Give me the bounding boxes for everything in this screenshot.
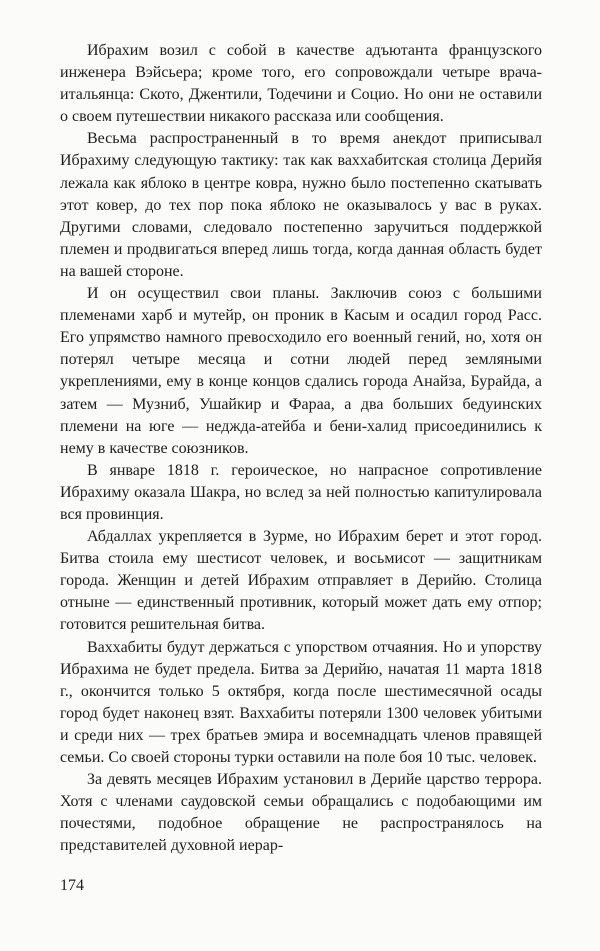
paragraph: Весьма распространенный в то время анекдот приписывал Ибрахиму следующую тактику: так как ваххабитская столица Дерийя лежала как яблоко в центре ковра, нужно было постепенно скатывать этот ковер, до тех пор пока яблоко не оказывалось у вас в руках. Другими словами, следовало постепенно заручиться поддержкой племен и продвигаться вперед лишь тогда, когда данная область будет на вашей стороне. bbox=[60, 130, 542, 280]
paragraph: За девять месяцев Ибрахим установил в Дерийе царство террора. Хотя с членами саудовской семьи обращались с подобающими им почестями, подобное обращение не распространялось на представителей духовной иерар- bbox=[60, 771, 542, 855]
paragraph: В январе 1818 г. героическое, но напрасное сопротивление Ибрахиму оказала Шакра, но вслед за ней полностью капитулировала вся провинция. bbox=[60, 461, 542, 523]
paragraph: Ваххабиты будут держаться с упорством отчаяния. Но и упорству Ибрахима не будет предела. Битва за Дерийю, начатая 11 марта 1818 г., окончится только 5 октября, когда после шестимесячной осады город будет наконец взят. Ваххабиты потеряли 1300 человек убитыми и среди них — трех братьев эмира и восемнадцать членов правящей семьи. Со своей стороны турки оставили на поле боя 10 тыс. человек. bbox=[60, 638, 542, 766]
page-number: 174 bbox=[60, 877, 84, 894]
paragraph: И он осуществил свои планы. Заключив союз с большими племенами харб и мутейр, он проник в Касым и осадил город Расс. Его упрямство намного превосходило его военный гений, но, хотя он потерял четыре месяца и сотни людей перед земляными укреплениями, ему в конце концов сдались города Анайза, Бурайда, а затем — Музниб, Ушайкир и Фараа, а два больших бедуинских племени на юге — неджда-атейба и бени-халид присоединились к нему в качестве союзников. bbox=[60, 285, 542, 457]
body-text bbox=[60, 40, 542, 857]
paragraph: Абдаллах укрепляется в Зурме, но Ибрахим берет и этот город. Битва стоила ему шестисот человек, и восьмисот — защитникам города. Женщин и детей Ибрахим отправляет в Дерийю. Столица отныне — единственный противник, который может дать ему отпор; готовится решительная битва. bbox=[60, 528, 542, 634]
paragraph: Ибрахим возил с собой в качестве адъютанта французского инженера Вэйсьера; кроме того, его сопровождали четыре врача-итальянца: Ското, Джентили, Тодечини и Социо. Но они не оставили о своем путешествии никакого рассказа или сообщения. bbox=[60, 42, 542, 126]
